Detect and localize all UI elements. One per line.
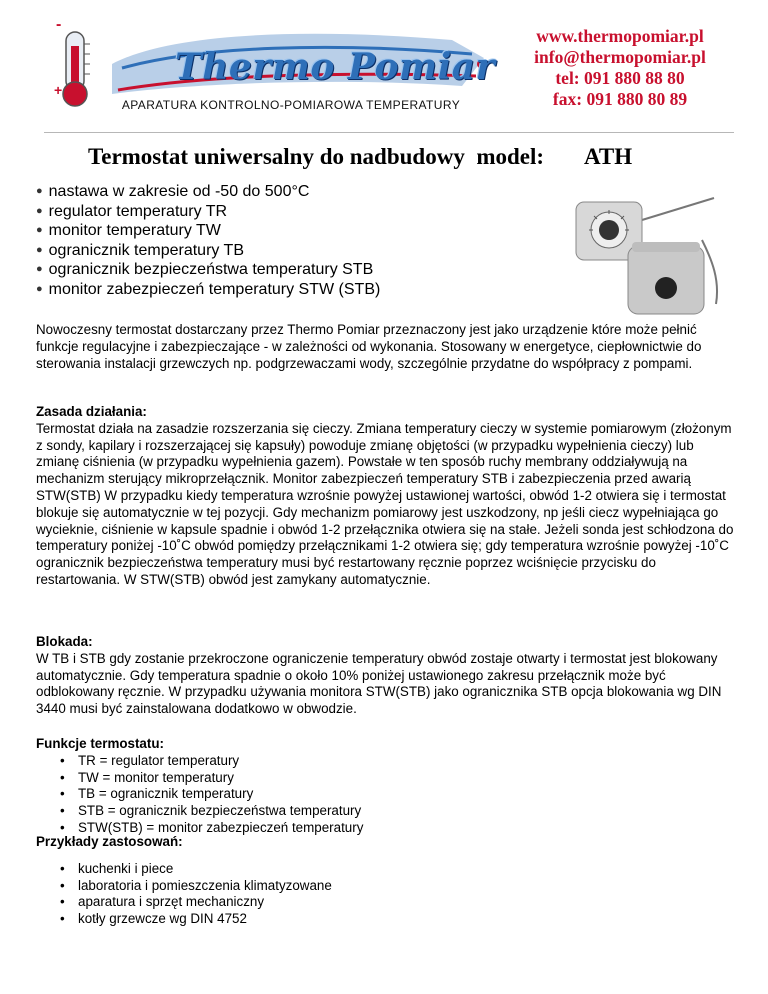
applications-list — [60, 861, 736, 928]
logo-plus: + — [54, 82, 63, 98]
list-item: • kuchenki i piece — [60, 861, 736, 878]
list-item: • TW = monitor temperatury — [60, 770, 736, 787]
functions-section — [36, 736, 736, 837]
principle-section — [36, 404, 736, 589]
feature-item: ● ogranicznik temperatury TB — [36, 241, 380, 261]
principle-heading: Zasada działania: — [36, 404, 147, 419]
principle-text: Termostat działa na zasadzie rozszerzania się cieczy. Zmiana temperatury cieczy w systemie pomiarowym (złożonym z sondy, kapilary i rozszerzającej się kapsuły) powoduje zmianę objętości (w przypadku wypełnienia cieczy) lub zmianę ciśnienia (w przypadku wypełnienia gazem). Powstałe w ten sposób ruchy membrany oddziaływują na mechanizm sterujący mikroprzełącznik. Monitor zabezpieczeń temperatury STB i zabezpieczenia przed awarią STW(STB) W przypadku kiedy temperatura wzrośnie powyżej ustawionej wartości, obwód 1-2 otwiera się i termostat blokuje się automatycznie w tej pozycji. Gdy mechanizm pomiarowy jest uszkodzony, np jeśli ciecz wypełniająca go wycieknie, ciśnienie w kapsule spadnie i obwód 1-2 przełącznika otwiera się na stałe. Jeżeli sonda jest schłodzona do temperatury poniżej -10˚C obwód pomiędzy przełącznikami 1-2 otwiera się; gdy temperatura wzrośnie powyżej -10˚C ogranicznik bezpieczeństwa temperatury musi być restartowany ręcznie poprzez wciśnięcie przycisku do restartowania. W STW(STB) obwód jest zamykany automatycznie. — [36, 420, 734, 587]
list-item: • aparatura i sprzęt mechaniczny — [60, 894, 736, 911]
list-item: • STB = ogranicznik bezpieczeństwa temperatury — [60, 803, 736, 820]
logo-minus: - — [56, 16, 62, 33]
logo-subtitle: APARATURA KONTROLNO-POMIAROWA TEMPERATURY — [121, 98, 461, 112]
feature-item: ● monitor temperatury TW — [36, 221, 380, 241]
header-divider — [44, 132, 734, 133]
functions-heading: Funkcje termostatu: — [36, 736, 164, 751]
logo-title: Thermo Pomiar — [174, 46, 496, 88]
website-link[interactable]: www.thermopomiar.pl — [536, 26, 704, 46]
lock-section — [36, 634, 736, 718]
list-item: • kotły grzewcze wg DIN 4752 — [60, 911, 736, 928]
list-item: • STW(STB) = monitor zabezpieczeń temperatury — [60, 820, 736, 837]
list-item: • TR = regulator temperatury — [60, 753, 736, 770]
list-item: • laboratoria i pomieszczenia klimatyzowane — [60, 878, 736, 895]
company-logo — [52, 16, 496, 116]
list-item: • TB = ogranicznik temperatury — [60, 786, 736, 803]
applications-heading: Przykłady zastosowań: — [36, 834, 183, 849]
feature-item: ● regulator temperatury TR — [36, 202, 380, 222]
feature-item: ● monitor zabezpieczeń temperatury STW (STB) — [36, 280, 380, 300]
product-image — [572, 180, 722, 320]
page-title — [88, 144, 632, 170]
model-name: ATH — [584, 144, 633, 169]
feature-item: ● ogranicznik bezpieczeństwa temperatury STB — [36, 260, 380, 280]
phone-number: tel: 091 880 88 80 — [555, 68, 685, 88]
email-link[interactable]: info@thermopomiar.pl — [534, 47, 706, 67]
contact-block — [500, 26, 740, 110]
applications-section — [36, 834, 736, 928]
fax-number: fax: 091 880 80 89 — [552, 89, 688, 109]
lock-text: W TB i STB gdy zostanie przekroczone ograniczenie temperatury obwód zostaje otwarty i termostat jest blokowany automatycznie. Gdy temperatura spadnie o około 10% poniżej ustawionego zakresu przełącznik może być odblokowany ręcznie. W przypadku używania monitora STW(STB) jako ogranicznika STB opcja blokowania wg DIN 3440 musi być zainstalowana dodatkowo w obwodzie. — [36, 650, 722, 717]
feature-list — [36, 182, 380, 300]
functions-list — [60, 753, 736, 837]
intro-paragraph: Nowoczesny termostat dostarczany przez Thermo Pomiar przeznaczony jest jako urządzenie które może pełnić funkcje regulacyjne i zabezpieczające - w zależności od wykonania. Stosowany w energetyce, ciepłownictwie do sterowania instalacji grzewczych np. podgrzewaczami wody, szczególnie przydatne do współpracy z pompami. — [36, 322, 702, 371]
title-text: Termostat uniwersalny do nadbudowy model: — [88, 144, 545, 169]
lock-heading: Blokada: — [36, 634, 93, 649]
feature-item: ● nastawa w zakresie od -50 do 500°C — [36, 182, 380, 202]
